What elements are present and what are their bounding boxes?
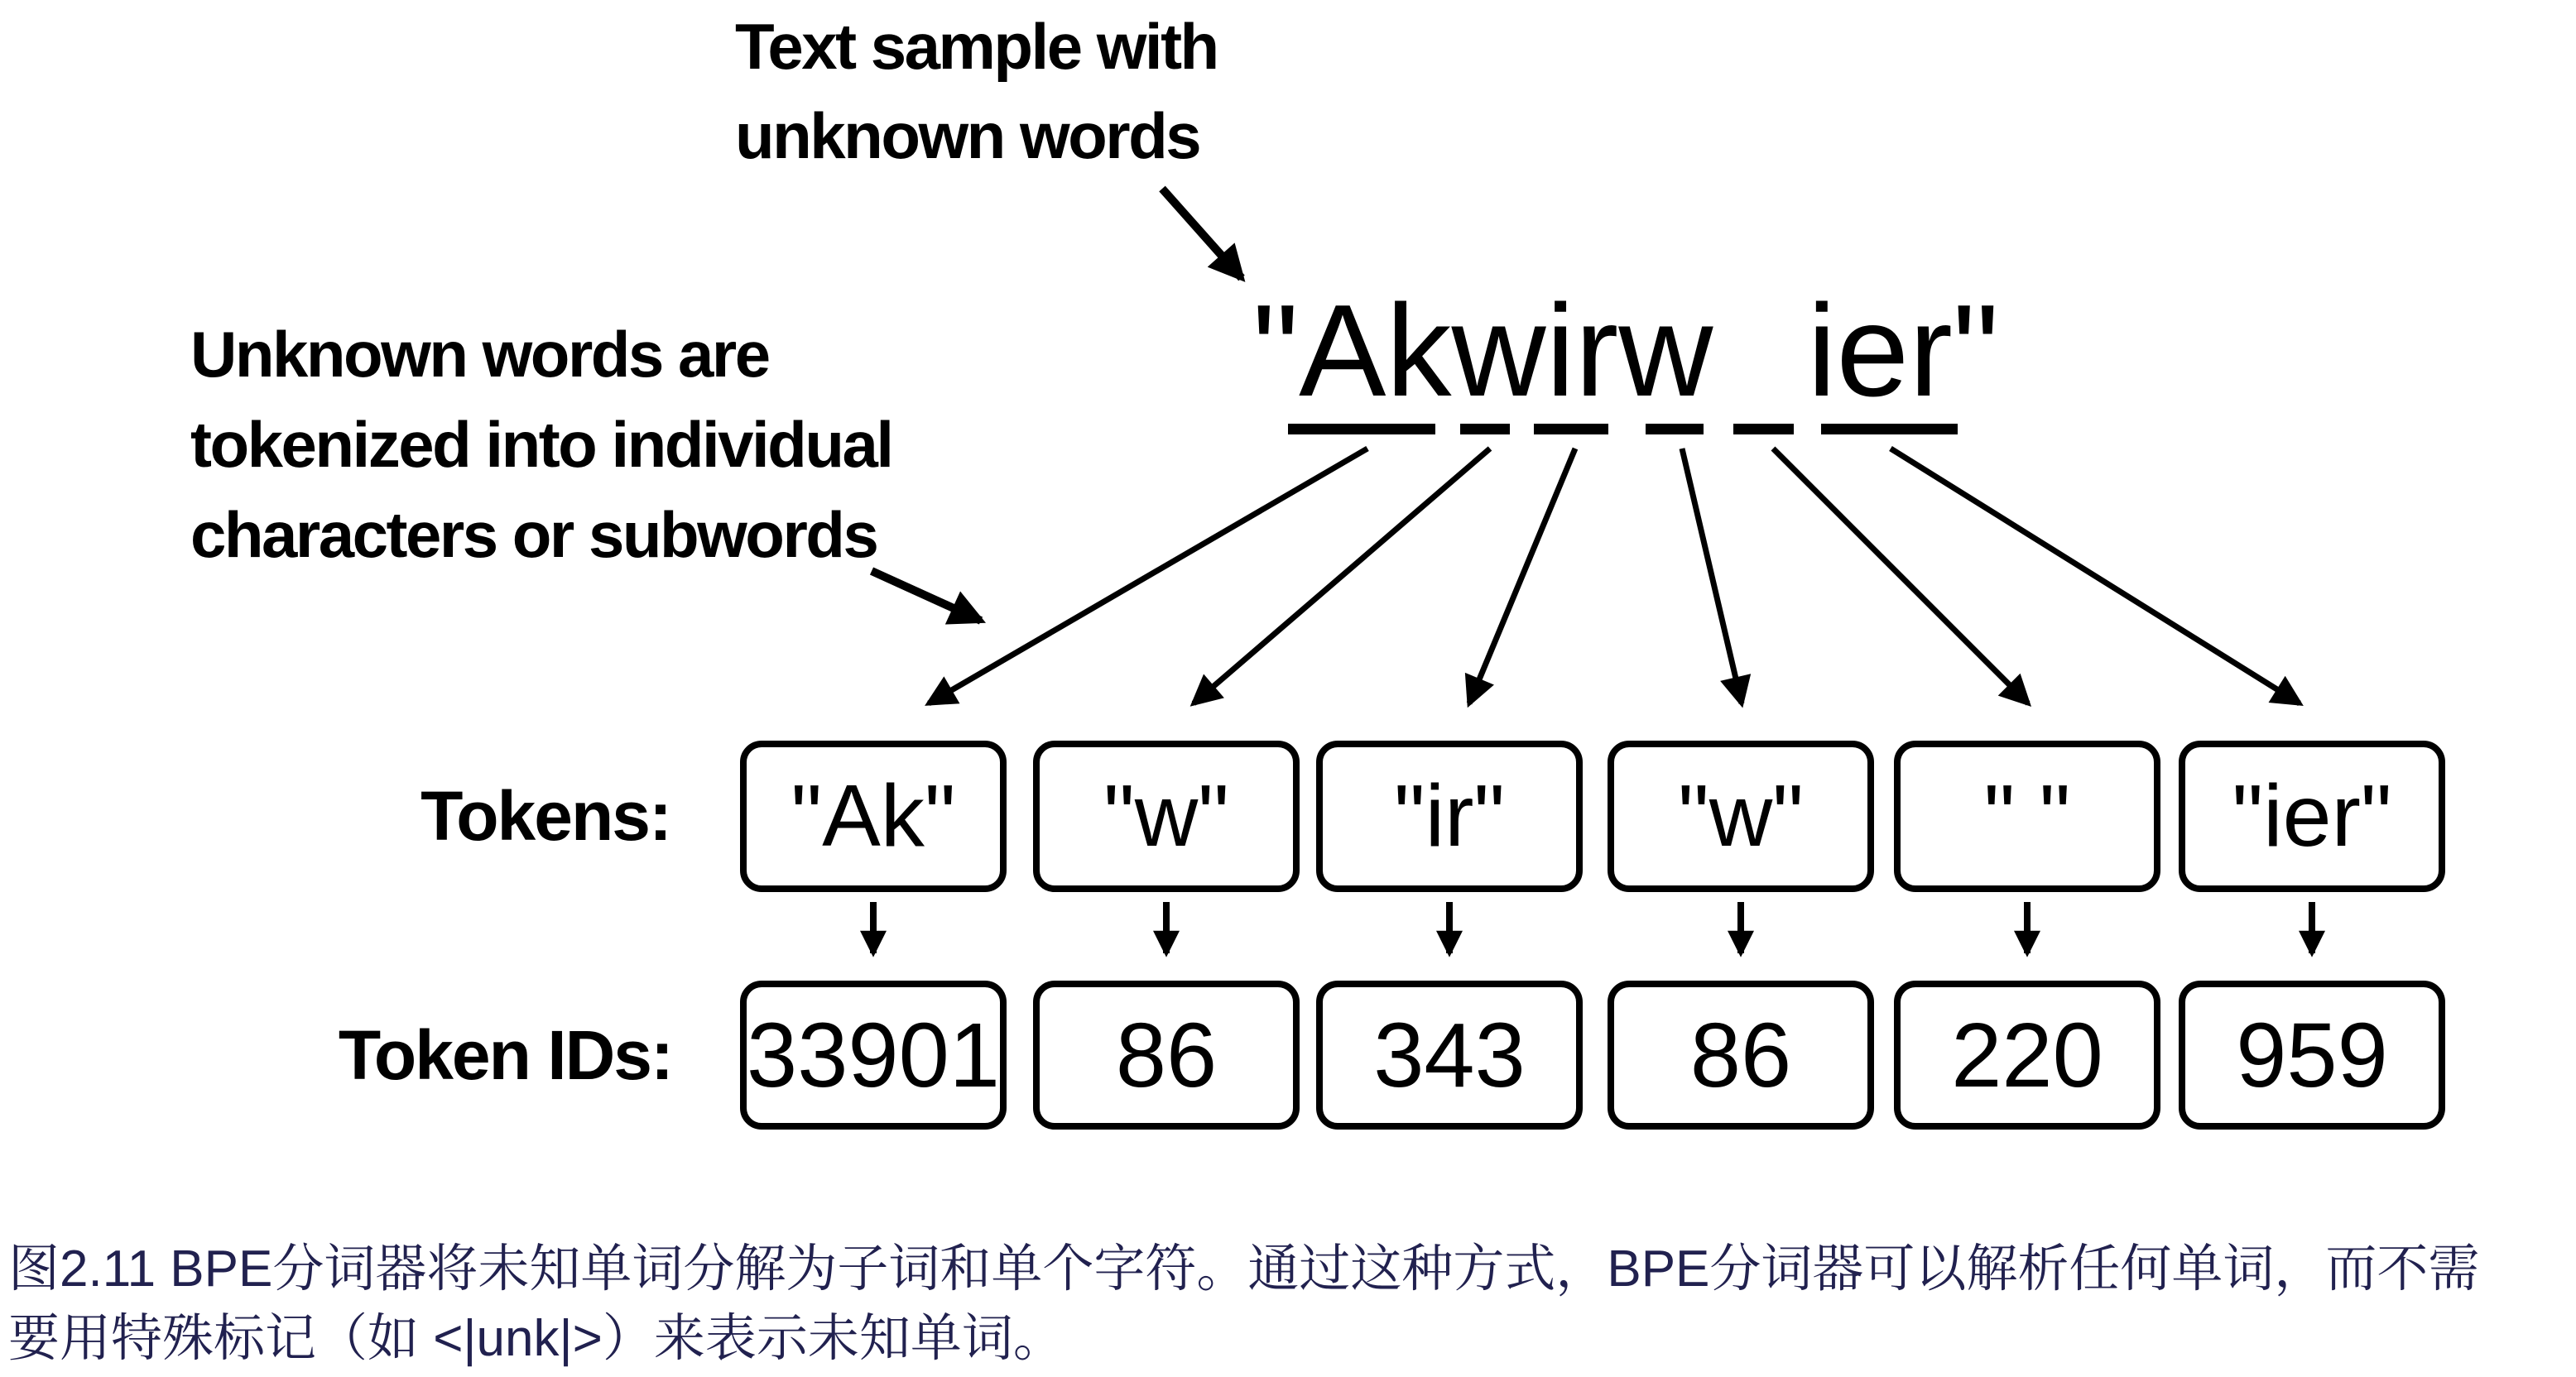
tokens-row-label: Tokens: [421, 777, 670, 855]
token-box: " " [1894, 741, 2160, 892]
sample-text: "Akwirw ier" [1252, 278, 1999, 424]
token-box: "Ak" [740, 741, 1007, 892]
token-box: "ir" [1316, 741, 1583, 892]
token-box: "w" [1608, 741, 1874, 892]
figure-caption-line1: 图2.11 BPE分词器将未知单词分解为子词和单个字符。通过这种方式，BPE分词器可以解析任何单词，而不需 [8, 1240, 2480, 1298]
top-annotation-line1: Text sample with [735, 10, 1218, 83]
figure-caption-line2: 要用特殊标记（如 <|unk|>）来表示未知单词。 [8, 1310, 1065, 1367]
token-to-id-arrows [873, 902, 2312, 953]
token-box: "w" [1033, 741, 1300, 892]
left-annotation-line1: Unknown words are [190, 318, 769, 391]
arrow-top-label-to-sample [1162, 189, 1242, 278]
left-annotation-line2: tokenized into individual [190, 408, 892, 481]
token-id-box: 343 [1316, 981, 1583, 1130]
token-box: "ier" [2179, 741, 2445, 892]
sample-underline-segments [1288, 424, 1958, 434]
token-id-box: 220 [1894, 981, 2160, 1130]
figure-caption [8, 1235, 2479, 1374]
token-ids-row-label: Token IDs: [338, 1015, 672, 1094]
fan-arrows [929, 449, 2300, 703]
top-annotation-line2: unknown words [735, 99, 1200, 172]
token-id-box: 86 [1608, 981, 1874, 1130]
top-annotation [735, 2, 1218, 180]
token-id-box: 959 [2179, 981, 2445, 1130]
token-id-box: 33901 [740, 981, 1007, 1130]
token-id-box: 86 [1033, 981, 1300, 1130]
left-annotation [190, 309, 892, 580]
left-annotation-line3: characters or subwords [190, 498, 877, 571]
